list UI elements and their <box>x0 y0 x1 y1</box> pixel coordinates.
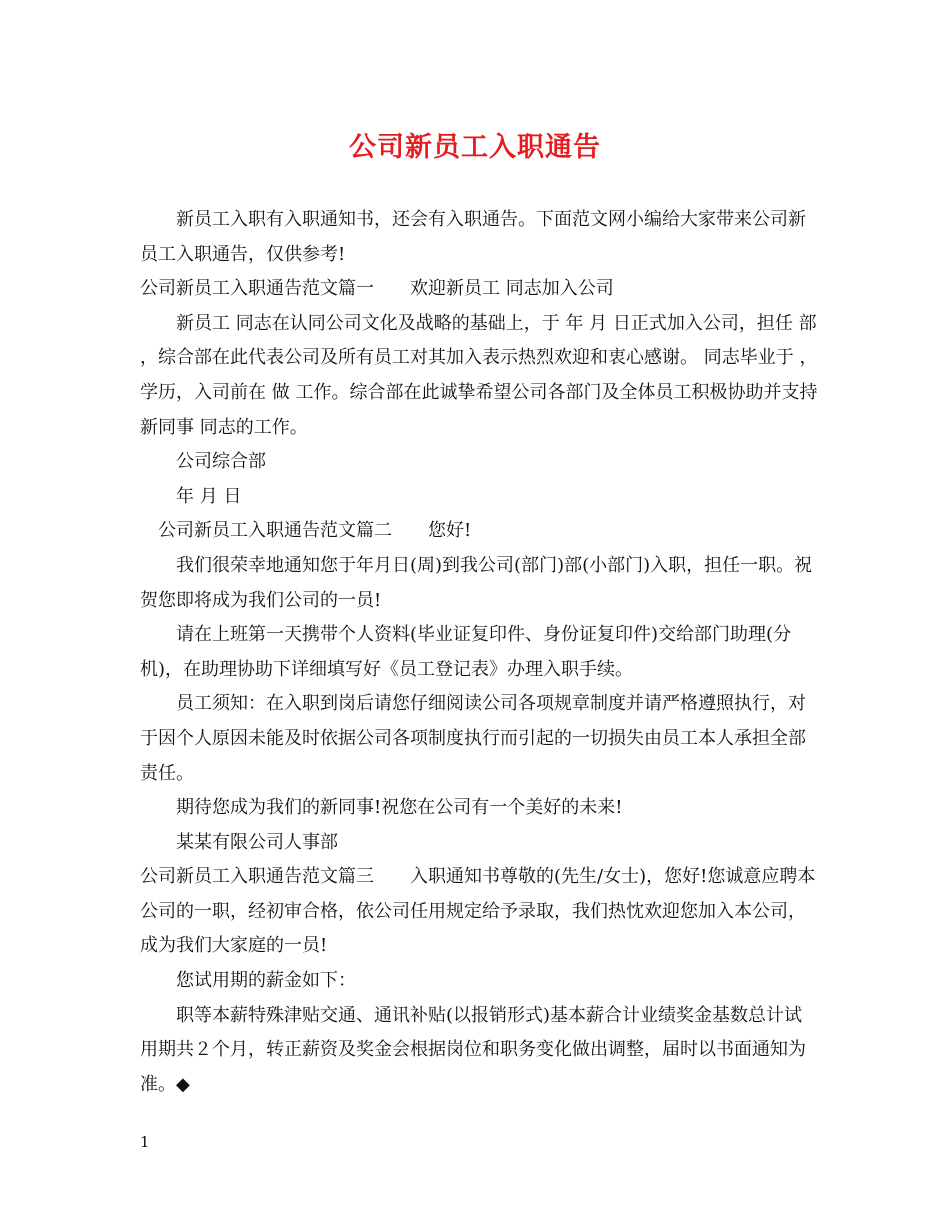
sample-one-heading: 公司新员工入职通告范文篇一 欢迎新员工 同志加入公司 <box>140 278 614 300</box>
sample-one-signature-dept: 公司综合部 <box>176 451 266 473</box>
intro-paragraph: 新员工入职有入职通知书，还会有入职通告。下面范文网小编给大家带来公司新员工入职通告，仅供参考! <box>140 209 806 265</box>
sample-one-body: 新员工 同志在认同公司文化及战略的基础上，于 年 月 日正式加入公司，担任 部 ，综合部在此代表公司及所有员工对其加入表示热烈欢迎和衷心感谢。 同志毕业于 ， 学历，入司前在 做 工作。综合部在此诚挚希望公司各部门及全体员工积极协助并支持新同事 同志的工作。 <box>140 312 818 438</box>
sample-one-signature-date: 年 月 日 <box>176 485 242 507</box>
sample-three-heading-body: 公司新员工入职通告范文篇三 入职通知书尊敬的(先生/女士)，您好!您诚意应聘本公司的一职，经初审合格，依公司任用规定给予录取，我们热忱欢迎您加入本公司，成为我们大家庭的一员! <box>140 866 816 957</box>
sample-two-heading: 公司新员工入职通告范文篇二 您好! <box>158 520 472 542</box>
document-title: 公司新员工入职通告 <box>349 132 601 163</box>
sample-three-salary-intro: 您试用期的薪金如下： <box>176 970 356 992</box>
sample-two-body-rules: 员工须知：在入职到岗后请您仔细阅读公司各项规章制度并请严格遵照执行，对于因个人原因未能及时依据公司各项制度执行而引起的一切损失由员工本人承担全部责任。 <box>140 693 806 784</box>
sample-three-salary-details: 职等本薪特殊津贴交通、通讯补贴(以报销形式)基本薪合计业绩奖金基数总计试用期共２个月，转正薪资及奖金会根据岗位和职务变化做出调整，届时以书面通知为准。◆ <box>140 1004 806 1095</box>
document-body <box>140 203 820 1102</box>
page-number: 1 <box>140 1133 150 1151</box>
sample-two-signature: 某某有限公司人事部 <box>176 831 338 853</box>
sample-two-body-documents: 请在上班第一天携带个人资料(毕业证复印件、身份证复印件)交给部门助理(分机)，在助理协助下详细填写好《员工登记表》办理入职手续。 <box>140 624 792 680</box>
sample-two-body-closing: 期待您成为我们的新同事!祝您在公司有一个美好的未来! <box>176 797 623 819</box>
sample-two-body-notice: 我们很荣幸地通知您于年月日(周)到我公司(部门)部(小部门)入职，担任一职。祝贺您即将成为我们公司的一员! <box>140 554 813 611</box>
